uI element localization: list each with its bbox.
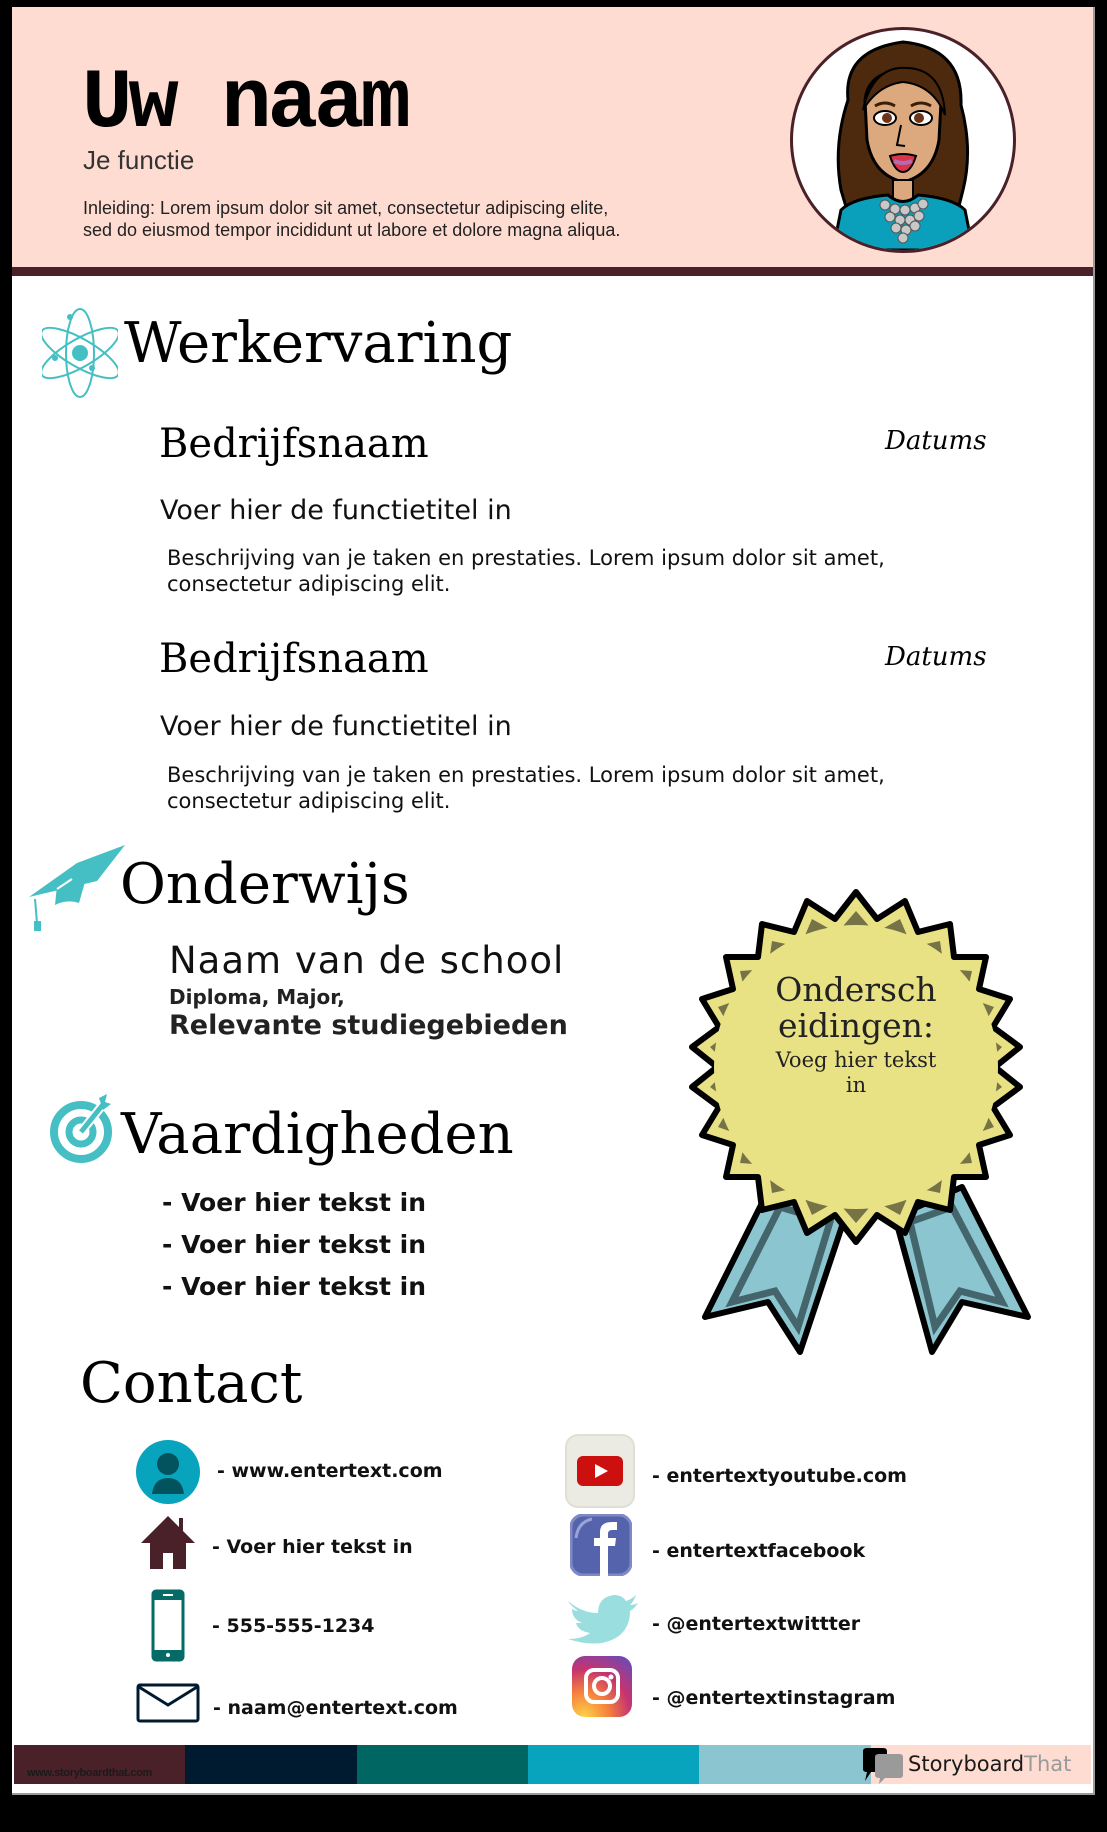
contact-website[interactable]: - www.entertext.com bbox=[217, 1460, 443, 1482]
footer-logo-area[interactable] bbox=[871, 1745, 1091, 1784]
award-title-line-2: eidingen: bbox=[777, 1006, 935, 1045]
target-icon bbox=[49, 1092, 113, 1164]
avatar[interactable] bbox=[790, 27, 1016, 253]
skills-section-title[interactable]: Vaardigheden bbox=[121, 1102, 514, 1167]
footer-swatch-maroon bbox=[14, 1745, 185, 1784]
home-icon bbox=[141, 1516, 195, 1569]
intro-line-1: Inleiding: Lorem ipsum dolor sit amet, consectetur adipiscing elite, bbox=[83, 198, 609, 218]
job-2-description[interactable]: Beschrijving van je taken en prestaties. Lorem ipsum dolor sit amet, consectetur adipiscing elit. bbox=[167, 763, 885, 813]
skill-item-2[interactable]: - Voer hier tekst in bbox=[162, 1230, 427, 1259]
logo-part-2: That bbox=[1024, 1752, 1072, 1776]
school-name[interactable]: Naam van de school bbox=[169, 939, 565, 982]
storyboardthat-logo-text bbox=[908, 1751, 1071, 1777]
contact-address[interactable]: - Voer hier tekst in bbox=[212, 1536, 413, 1558]
job-1-company[interactable]: Bedrijfsnaam bbox=[159, 421, 429, 467]
instagram-icon bbox=[571, 1655, 633, 1718]
atom-icon bbox=[42, 306, 118, 400]
contact-email[interactable]: - naam@entertext.com bbox=[213, 1697, 458, 1719]
job-1-description[interactable]: Beschrijving van je taken en prestaties. Lorem ipsum dolor sit amet, consectetur adipiscing elit. bbox=[167, 546, 885, 596]
footer-swatch-navy bbox=[185, 1745, 357, 1784]
footer-swatch-light-blue bbox=[699, 1745, 871, 1784]
study-fields[interactable]: Relevante studiegebieden bbox=[169, 1010, 568, 1041]
job-1-dates[interactable]: Datums bbox=[885, 426, 987, 456]
footer-swatch-teal bbox=[357, 1745, 528, 1784]
award-text-line-1: Voeg hier tekst bbox=[775, 1048, 937, 1072]
storyboardthat-logo-icon bbox=[861, 1747, 905, 1785]
contact-youtube[interactable]: - entertextyoutube.com bbox=[652, 1465, 907, 1487]
contact-section-title[interactable]: Contact bbox=[80, 1351, 303, 1416]
award-text-line-2: in bbox=[845, 1073, 867, 1097]
contact-facebook[interactable]: - entertextfacebook bbox=[652, 1540, 866, 1562]
envelope-icon bbox=[136, 1683, 200, 1723]
award-badge[interactable] bbox=[670, 877, 1042, 1357]
job-2-title[interactable]: Voer hier de functietitel in bbox=[160, 711, 512, 742]
phone-icon bbox=[151, 1589, 185, 1662]
avatar-character-icon bbox=[793, 30, 1013, 250]
footer-swatch-cyan bbox=[528, 1745, 699, 1784]
education-section-title[interactable]: Onderwijs bbox=[120, 852, 410, 917]
twitter-icon bbox=[568, 1593, 638, 1645]
youtube-icon bbox=[565, 1434, 635, 1508]
footer-website[interactable]: www.storyboardthat.com bbox=[27, 1767, 153, 1779]
resume-intro[interactable] bbox=[83, 197, 620, 241]
resume-role[interactable]: Je functie bbox=[83, 145, 195, 175]
resume-name[interactable]: Uw naam bbox=[82, 57, 407, 152]
award-ribbon-icon bbox=[670, 877, 1042, 1357]
job-1-title[interactable]: Voer hier de functietitel in bbox=[160, 495, 512, 526]
logo-part-1: Storyboard bbox=[908, 1752, 1025, 1776]
skill-item-1[interactable]: - Voer hier tekst in bbox=[162, 1188, 427, 1217]
contact-phone[interactable]: - 555-555-1234 bbox=[212, 1615, 375, 1637]
job-2-company[interactable]: Bedrijfsnaam bbox=[159, 636, 429, 682]
award-title-line-1: Ondersch bbox=[775, 970, 937, 1009]
diploma[interactable]: Diploma, Major, bbox=[169, 985, 345, 1009]
work-section-title[interactable]: Werkervaring bbox=[124, 311, 513, 376]
facebook-icon bbox=[570, 1514, 632, 1576]
person-icon bbox=[136, 1440, 200, 1504]
skill-item-3[interactable]: - Voer hier tekst in bbox=[162, 1272, 427, 1301]
job-2-dates[interactable]: Datums bbox=[885, 642, 987, 672]
intro-line-2: sed do eiusmod tempor incididunt ut labore et dolore magna aliqua. bbox=[83, 220, 621, 240]
contact-twitter[interactable]: - @entertextwittter bbox=[652, 1613, 861, 1635]
resume-page bbox=[12, 7, 1095, 1795]
graduation-cap-icon bbox=[27, 845, 127, 935]
contact-instagram[interactable]: - @entertextinstagram bbox=[652, 1687, 896, 1709]
header-divider bbox=[12, 267, 1093, 276]
header bbox=[12, 7, 1093, 267]
